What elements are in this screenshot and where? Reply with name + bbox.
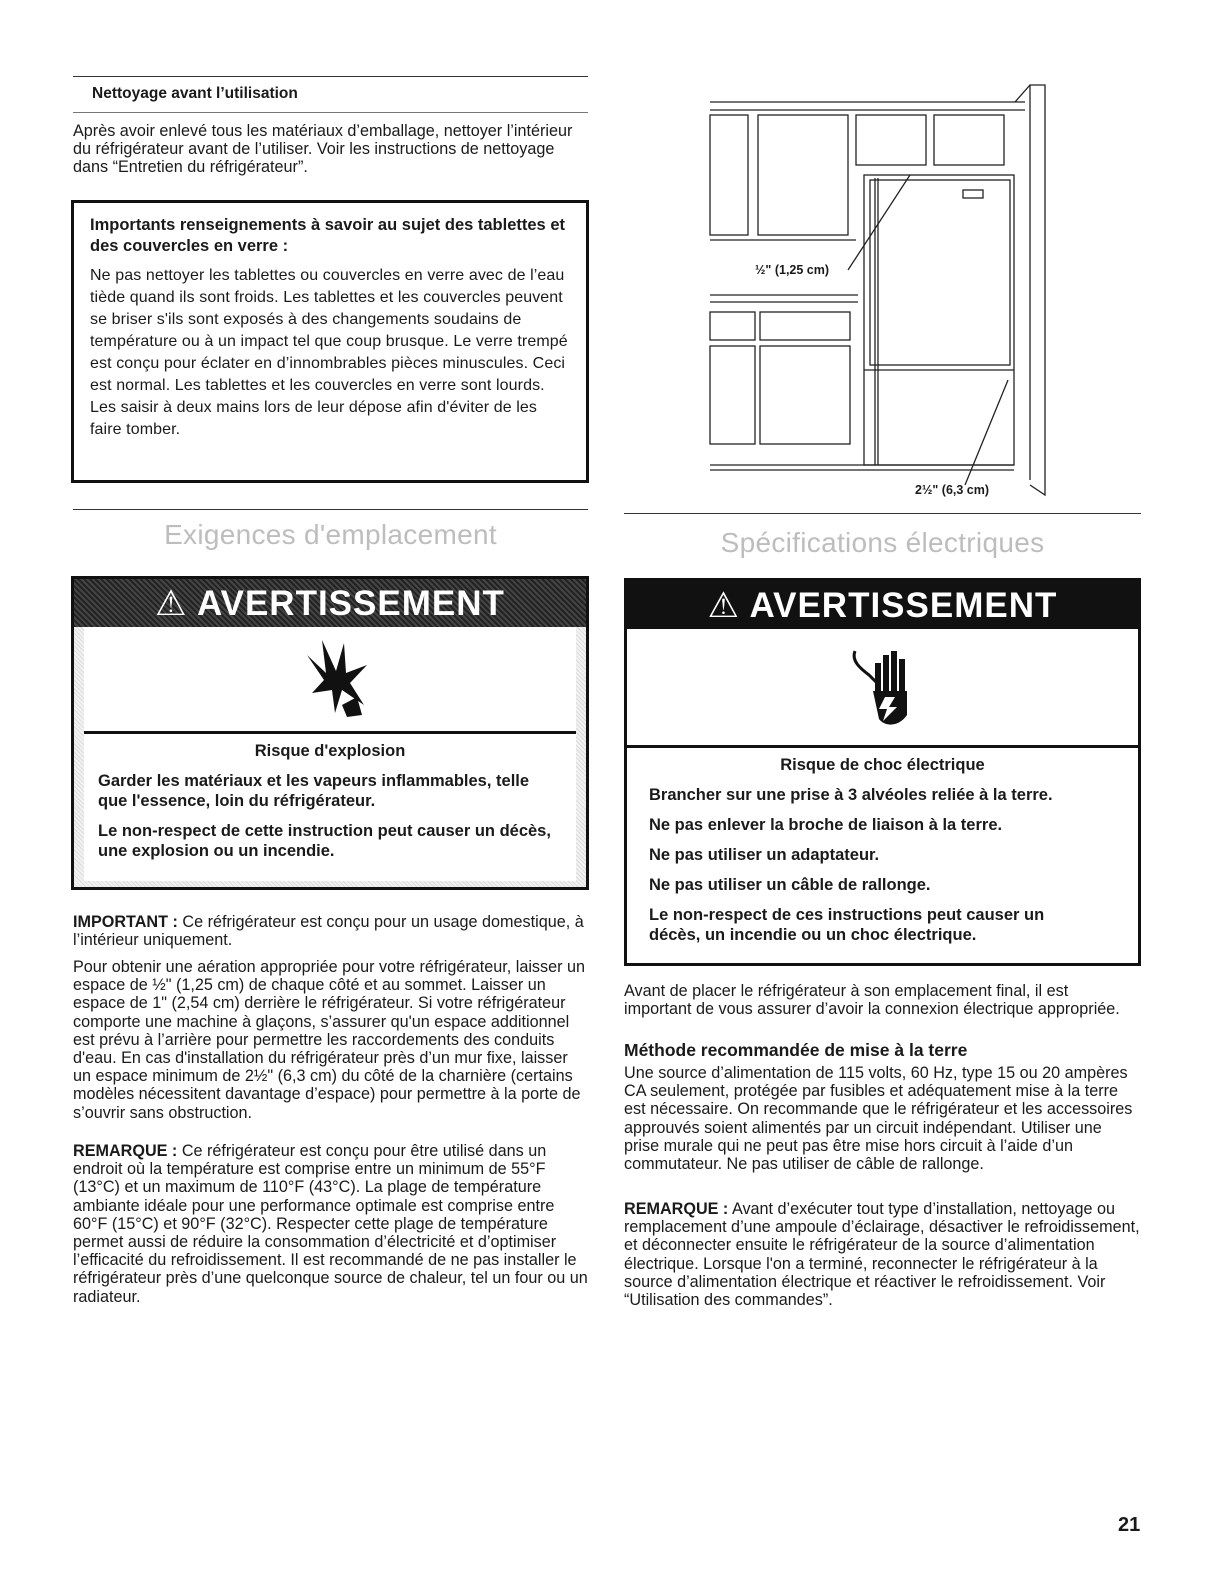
clearance-top-label: ½" (1,25 cm) — [755, 263, 830, 277]
electrical-warning-box — [624, 578, 1141, 966]
shock-hazard-title: Risque de choc électrique — [780, 756, 985, 774]
right-remarque-text: Avant d’exécuter tout type d’installation, nettoyage ou remplacement d’une ampoule d’éclairage, désactiver le refroidissement, et déconnecter ensuite le réfrigérateur de la source d’alimentation électrique. Lorsque l'on a terminé, reconnecter le réfrigérateur à la source d’alimentation électrique et réactiver le refroidissement. Voir “Utilisation des commandes”. — [624, 1200, 1140, 1310]
glass-info-title: Importants renseignements à savoir au sujet des tablettes et des couvercles en verre : — [90, 216, 565, 255]
shock-line-4: Ne pas utiliser un câble de rallonge. — [649, 876, 931, 894]
right-section-title: Spécifications électriques — [720, 527, 1045, 558]
important-label: IMPORTANT : — [73, 913, 178, 931]
explosion-hazard-title: Risque d'explosion — [254, 742, 406, 760]
explosion-warning-text — [84, 734, 576, 881]
warning-banner-text: AVERTISSEMENT — [196, 584, 505, 623]
warning-banner — [627, 581, 1138, 629]
important-paragraph — [73, 913, 588, 949]
explosion-line-2: Le non-respect de cette instruction peut causer un décès, une explosion ou un incendie. — [98, 822, 551, 860]
explosion-icon-area — [84, 627, 576, 734]
top-rule — [73, 76, 588, 77]
right-remarque-paragraph — [624, 1200, 1141, 1309]
warning-banner-text: AVERTISSEMENT — [749, 586, 1058, 625]
left-section-title: Exigences d'emplacement — [164, 519, 497, 550]
glass-info-text: Ne pas nettoyer les tablettes ou couvercles en verre avec de l’eau tiède quand ils sont froids. Les tablettes et les couvercles peuvent se briser s'ils sont exposés à des changements soudains de température ou à un impact tel que coup brusque. Le verre trempé est conçu pour éclater en d’innombrables pièces minuscules. Ceci est normal. Les tablettes et les couvercles en verre sont lourds. Les saisir à deux mains lors de leur dépose afin d'éviter de les faire tomber. — [90, 267, 568, 438]
cleaning-text: Après avoir enlevé tous les matériaux d’emballage, nettoyer l’intérieur du réfrigérateur avant de l’utiliser. Voir les instructions de nettoyage dans “Entretien du réfrigérateur”. — [73, 122, 573, 177]
shock-line-1: Brancher sur une prise à 3 alvéoles reliée à la terre. — [649, 786, 1053, 804]
left-remarque-label: REMARQUE : — [73, 1142, 178, 1160]
glass-info-box — [71, 200, 589, 483]
cleaning-heading-rule — [73, 112, 588, 113]
electrical-warning-text — [627, 748, 1138, 965]
electric-shock-icon — [849, 641, 919, 733]
shock-icon-area — [627, 629, 1138, 748]
explosion-line-1: Garder les matériaux et les vapeurs inflammables, telle que l'essence, loin du réfrigérateur. — [98, 772, 530, 810]
grounding-method-text: Une source d’alimentation de 115 volts, 60 Hz, type 15 ou 20 ampères CA seulement, protégée par fusibles et adéquatement mise à la terre est nécessaire. On recommande que le réfrigérateur et les accessoires approuvés soient alimentés par un circuit indépendant. Utiliser une prise murale qui ne peut pas être mise hors circuit à l’aide d’un commutateur. Ne pas utiliser de câble de rallonge. — [624, 1064, 1133, 1174]
warning-banner — [74, 579, 586, 627]
right-remarque-label: REMARQUE : — [624, 1200, 729, 1218]
explosion-warning-box — [71, 576, 589, 890]
important-text: Ce réfrigérateur est conçu pour un usage domestique, à l’intérieur uniquement. — [73, 913, 584, 950]
electrical-intro: Avant de placer le réfrigérateur à son emplacement final, il est important de vous assurer d’avoir la connexion électrique appropriée. — [624, 982, 1120, 1019]
right-section-rule — [624, 513, 1141, 514]
ventilation-paragraph: Pour obtenir une aération appropriée pour votre réfrigérateur, laisser un espace de ½" (1,25 cm) de chaque côté et au sommet. Laisser un espace de 1" (2,54 cm) derrière le réfrigérateur. Si votre réfrigérateur comporte une machine à glaçons, s’assurer qu'un espace additionnel est prévu à l’arrière pour permettre les raccordements des conduits d'eau. En cas d'installation du réfrigérateur près d’un mur fixe, laisser un espace minimum de 2½" (6,3 cm) du côté de la charnière (certains modèles nécessitent davantage d’espace) pour permettre à la porte de s’ouvrir sans obstruction. — [73, 958, 586, 1122]
shock-line-2: Ne pas enlever la broche de liaison à la terre. — [649, 816, 1003, 834]
page-number: 21 — [1118, 1514, 1141, 1536]
clearance-side-label: 2½" (6,3 cm) — [915, 483, 990, 497]
shock-line-3: Ne pas utiliser un adaptateur. — [649, 846, 880, 864]
explosion-icon — [302, 635, 372, 725]
left-section-rule — [73, 509, 588, 510]
installation-diagram — [700, 80, 1060, 500]
left-remarque-paragraph — [73, 1142, 588, 1306]
warning-triangle-icon: ⚠ — [155, 584, 188, 623]
warning-triangle-icon: ⚠ — [707, 586, 740, 625]
left-remarque-text: Ce réfrigérateur est conçu pour être utilisé dans un endroit où la température est comprise entre un minimum de 55°F (13°C) et un maximum de 110°F (43°C). La plage de température ambiante idéale pour une performance optimale est comprise entre 60°F (15°C) et 90°F (32°C). Respecter cette plage de température permet aussi de réduire la consommation d’électricité et d’optimiser l’efficacité du refroidissement. Il est recommandé de ne pas installer le réfrigérateur près d’une quelconque source de chaleur, tel un four ou un radiateur. — [73, 1142, 588, 1306]
cleaning-heading: Nettoyage avant l’utilisation — [92, 85, 298, 102]
grounding-method-heading: Méthode recommandée de mise à la terre — [624, 1040, 968, 1060]
shock-line-5: Le non-respect de ces instructions peut causer un décès, un incendie ou un choc électrique. — [649, 906, 1045, 944]
